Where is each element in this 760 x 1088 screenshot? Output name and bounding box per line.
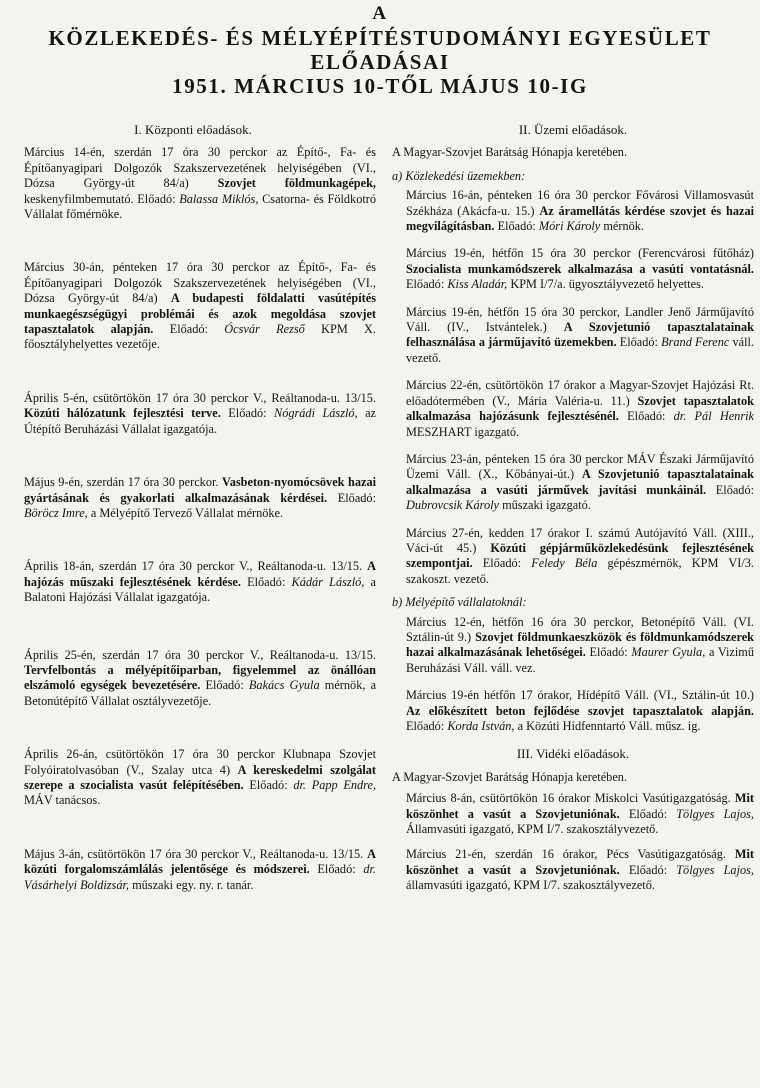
header-lectures: ELŐADÁSAI [310, 50, 450, 74]
lecture-title: Közúti gépjárműközlekedésünk fejlesztésének szempontjai. [406, 540, 754, 571]
lecture-entry [392, 526, 754, 588]
lecture-title: Szovjet tapasztalatok alkalmazása hajózásunk fejlesztésénél. [406, 393, 754, 424]
lecture-date-venue: Március 16-án, pénteken 16 óra 30 perckor Fővárosi Villamosvasút Székháza (Akácfa-u. 15.) [406, 188, 754, 218]
lecture-speaker-label: Előadó: [627, 409, 666, 424]
lecture-entry [392, 847, 754, 893]
lecture-speaker-label: Előadó: [628, 806, 668, 821]
lecture-title: Tervfelbontás a mélyépítőiparban, figyelemmel az önállóan elszámoló egységek bevezetésére. [24, 662, 376, 693]
lecture-title: Szovjet földmunkaeszközök és földmunkamódszerek hazai alkalmazásának lehetőségei. [406, 629, 754, 660]
section-title-regional: III. Vidéki előadások. [516, 746, 630, 762]
lecture-speaker: dr. Papp Endre, [293, 777, 377, 792]
lecture-speaker-position: MÁV tanácsos. [24, 793, 101, 808]
lecture-speaker-position: Államvasúti igazgató, KPM I/7. szakosztályvezető. [406, 822, 659, 837]
lecture-speaker: Maurer Gyula, [631, 645, 706, 660]
lecture-speaker-label: Előadó: [715, 482, 755, 497]
regional-intro: A Magyar-Szovjet Barátság Hónapja keretében. [392, 769, 628, 784]
lecture-entry [392, 246, 754, 292]
lecture-title: Mit köszönhet a vasút a Szovjetuniónak. [406, 791, 755, 821]
central-lectures-list [10, 145, 376, 893]
lecture-date-venue: Március 19-én hétfőn 17 órakor, Hídépítő Váll. (VI., Sztálin-út 10.) [406, 688, 754, 703]
lecture-speaker-position: gépészmérnök, KPM VI/3. szakoszt. vezető. [406, 556, 755, 586]
lecture-title: A Szovjetunió tapasztalatainak alkalmazása a vasúti járművek javítási munkáinál. [406, 467, 754, 497]
lecture-title: A hajózás műszaki fejlesztésének kérdése. [24, 559, 377, 589]
lecture-title: Az előkészített beton fejlődése szovjet tapasztalatok alapján. [406, 703, 754, 718]
lecture-speaker-position: a Balatoni Hajózási Vállalat igazgatója. [24, 574, 376, 605]
lecture-speaker-position: Csatorna- és Földkotró Vállalat főmérnöke. [24, 191, 377, 222]
lecture-title: Az áramellátás kérdése szovjet és hazai megvilágításban. [406, 203, 755, 234]
lecture-speaker-position: műszaki egy. ny. r. tanár. [132, 877, 254, 892]
lecture-title: Szovjet földmunkagépek, [217, 176, 377, 191]
lecture-entry [10, 475, 376, 521]
lecture-speaker: Móri Károly [538, 219, 601, 234]
lecture-title: A budapesti földalatti vasútépítés munkaegészségügyi problémái és azok megoldása szovjet tapasztalatok alapján. [24, 291, 377, 337]
header-date-range: 1951. MÁRCIUS 10-TŐL MÁJUS 10-IG [172, 74, 588, 98]
lecture-speaker-position: a Közúti Hídfenntartó Váll. műsz. ig. [517, 719, 701, 733]
lecture-speaker: Brand Ferenc [661, 335, 730, 350]
lecture-speaker-position: műszaki igazgató. [502, 498, 591, 513]
lecture-speaker-position: mérnök. [603, 219, 644, 234]
header-society-name: KÖZLEKEDÉS- ÉS MÉLYÉPÍTÉSTUDOMÁNYI EGYESÜLET [48, 26, 712, 50]
plant-lectures-column [392, 118, 754, 894]
lecture-speaker: Kádár László, [291, 574, 365, 589]
lecture-speaker: Feledy Béla [531, 556, 598, 571]
lecture-entry [392, 305, 754, 367]
lecture-speaker: dr. Vásárhelyi Boldizsár, [24, 862, 376, 892]
subsection-transport: a) Közlekedési üzemekben: [392, 168, 526, 183]
lecture-date-venue: Március 27-én, kedden 17 órakor I. számú Autójavító Váll. (XIII., Váci-út 45.) [406, 525, 754, 555]
lecture-speaker: Balassa Miklós, [179, 191, 259, 206]
lecture-date-venue: Április 18-án, szerdán 17 óra 30 perckor V., Reáltanoda-u. 13/15. [24, 559, 363, 574]
lecture-speaker-label: Előadó: [619, 335, 658, 350]
subsection-civil-engineering: b) Mélyépítő vállalatoknál: [392, 595, 527, 610]
lecture-speaker-position: mérnök, a Betonútépítő Vállalat osztályvezetője. [24, 678, 377, 708]
lecture-entry [392, 688, 754, 734]
lecture-speaker-position: a Mélyépítő Tervező Vállalat mérnöke. [90, 505, 284, 520]
civil-engineering-lectures-list [392, 615, 754, 735]
lecture-date-venue: Március 14-én, szerdán 17 óra 30 perckor az Építő-, Fa- és Építőanyagipari Dolgozók Szakszervezetének helyiségében (VI., Dózsa György-út 84/a) [24, 145, 376, 191]
lecture-entry [392, 452, 754, 514]
lecture-speaker-position: MESZHART igazgató. [406, 424, 520, 439]
lecture-speaker-position: KPM X. főosztályhelyettes vezetője. [24, 322, 377, 352]
lecture-speaker-position: a Vizimű Beruházási Váll. váll. vez. [406, 645, 754, 675]
lecture-speaker-label: Előadó: [482, 556, 522, 571]
lecture-speaker: Tölgyes Lajos, [676, 806, 754, 821]
lecture-speaker-label: Előadó: [205, 678, 244, 693]
lecture-entry [392, 791, 754, 837]
central-lectures-column [10, 118, 376, 893]
lecture-entry [10, 559, 376, 605]
lecture-speaker: Ócsvár Rezső [224, 322, 305, 337]
lecture-speaker: Nógrádi László, [274, 406, 358, 421]
lecture-speaker: Tölgyes Lajos, [676, 862, 754, 877]
lecture-date-venue: Március 19-én, hétfőn 15 óra 30 perckor (Ferencvárosi fűtőház) [406, 246, 754, 261]
lecture-title: Mit köszönhet a vasút a Szovjetuniónak. [406, 847, 754, 877]
lecture-date-venue: Március 21-én, szerdán 16 órakor, Pécs Vasútigazgatóság. [406, 847, 726, 862]
lecture-speaker-position: államvasúti igazgató, KPM I/7. szakosztályvezető. [406, 878, 655, 893]
lecture-entry [10, 260, 376, 352]
lecture-speaker-label: Előadó: [249, 777, 288, 792]
lecture-speaker: Korda István, [447, 719, 515, 733]
lecture-entry [10, 747, 376, 809]
section-title-plant: II. Üzemi előadások. [518, 122, 628, 137]
lecture-speaker-label: Előadó: [497, 219, 536, 234]
lecture-date-venue: Március 30-án, pénteken 17 óra 30 perckor az Építő-, Fa- és Építőanyagipari Dolgozók Szakszervezetének helyiségében (VI., Dózsa György-út 84/a) [24, 260, 376, 306]
lecture-title: A Szovjetunió tapasztalatainak felhasználása a járműjavító üzemekben. [406, 320, 754, 350]
lecture-entry [392, 615, 754, 677]
lecture-date-venue: Április 25-én, szerdán 17 óra 30 perckor V., Reáltanoda-u. 13/15. [24, 647, 376, 662]
lecture-speaker-position: az Útépítő Beruházási Vállalat igazgatója. [24, 406, 377, 436]
lecture-entry [392, 378, 754, 440]
lecture-speaker: Bakács Gyula [248, 678, 320, 693]
lecture-speaker-label: Előadó: [406, 277, 445, 292]
lecture-speaker-label: Előadó: [169, 322, 208, 337]
lecture-speaker-label: keskenyfilmbemutató. Előadó: [24, 191, 176, 206]
lecture-entry [10, 847, 376, 893]
lecture-entry [392, 188, 754, 234]
lecture-speaker-label: Előadó: [628, 862, 668, 877]
section-title-central: I. Központi előadások. [134, 122, 252, 137]
lecture-speaker-label: Előadó: [228, 406, 267, 421]
lecture-speaker-label: Előadó: [337, 490, 376, 505]
lecture-date-venue: Március 22-én, csütörtökön 17 órakor a Magyar-Szovjet Hajózási Rt. előadótermében (V., Mária Valéria-u. 11.) [406, 378, 754, 408]
lecture-speaker-label: Előadó: [589, 645, 628, 660]
lecture-speaker: dr. Pál Henrik [673, 409, 754, 424]
lecture-title: Vasbeton-nyomócsövek hazai gyártásának és gyakorlati alkalmazásának kérdései. [24, 475, 377, 505]
lecture-date-venue: Május 9-én, szerdán 17 óra 30 perckor. [24, 475, 219, 490]
header-article: A [372, 3, 388, 24]
lecture-speaker: Böröcz Imre, [24, 505, 88, 520]
lecture-speaker-position: KPM I/7/a. ügyosztályvezető helyettes. [510, 277, 704, 292]
document-header [0, 0, 760, 98]
lecture-date-venue: Március 19-én, hétfőn 15 óra 30 perckor, Landler Jenő Járműjavító Váll. (IV., Istvántelek.) [406, 304, 754, 335]
lecture-date-venue: Május 3-án, csütörtökön 17 óra 30 perckor V., Reáltanoda-u. 13/15. [24, 846, 364, 861]
lecture-title: Közúti hálózatunk fejlesztési terve. [24, 406, 221, 421]
lecture-entry [10, 648, 376, 710]
lecture-date-venue: Március 12-én, hétfőn 16 óra 30 perckor, Betonépítő Váll. (VI. Sztálin-út 9.) [406, 614, 754, 644]
lecture-speaker-label: Előadó: [406, 719, 445, 733]
regional-lectures-list [392, 791, 754, 893]
lecture-entry [10, 391, 376, 437]
lecture-entry [10, 145, 376, 222]
lecture-speaker-position: váll. vezető. [406, 335, 755, 365]
lecture-date-venue: Március 23-án, pénteken 15 óra 30 perckor MÁV Északi Járműjavító Üzemi Váll. (X., Kőbányai-út.) [406, 451, 754, 482]
lecture-title: Szocialista munkamódszerek alkalmazása a vasúti vontatásnál. [406, 261, 754, 276]
lecture-speaker: Dubrovcsik Károly [406, 498, 500, 513]
transport-lectures-list [392, 188, 754, 587]
lecture-date-venue: Március 8-án, csütörtökön 16 órakor Miskolci Vasútigazgatóság. [406, 791, 731, 806]
lecture-speaker-label: Előadó: [247, 574, 286, 589]
lecture-title: A kereskedelmi szolgálat szerepe a szocialista vasút felépítésében. [24, 762, 376, 792]
lecture-speaker-label: Előadó: [317, 862, 356, 877]
lecture-title: A közúti forgalomszámlálás jelentősége és módszerei. [24, 846, 376, 877]
lecture-date-venue: Április 5-én, csütörtökön 17 óra 30 perckor V., Reáltanoda-u. 13/15. [24, 390, 376, 405]
lecture-speaker: Kiss Aladár, [447, 277, 508, 292]
lecture-date-venue: Április 26-án, csütörtökön 17 óra 30 perckor Klubnapa Szovjet Folyóiratolvasóban (V., Szalay utca 4) [24, 747, 376, 777]
plant-intro: A Magyar-Szovjet Barátság Hónapja keretében. [392, 145, 628, 160]
